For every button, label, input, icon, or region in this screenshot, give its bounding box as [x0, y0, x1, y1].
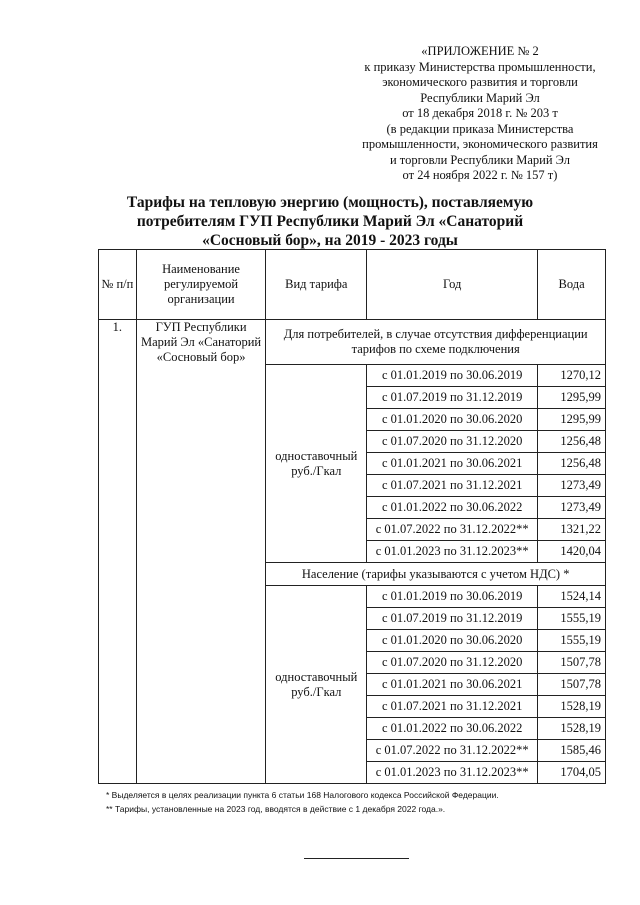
- end-divider: [304, 858, 409, 859]
- header-line: промышленности, экономического развития: [362, 137, 598, 151]
- value-cell: 1295,99: [538, 387, 606, 409]
- period-cell: с 01.01.2022 по 30.06.2022: [367, 497, 538, 519]
- tariff-type: одноставочный руб./Гкал: [266, 586, 367, 784]
- value-cell: 1273,49: [538, 475, 606, 497]
- title-line: «Сосновый бор», на 2019 - 2023 годы: [202, 232, 458, 249]
- period-cell: с 01.07.2019 по 31.12.2019: [367, 387, 538, 409]
- value-cell: 1585,46: [538, 740, 606, 762]
- period-cell: с 01.01.2019 по 30.06.2019: [367, 365, 538, 387]
- header-line: Республики Марий Эл: [420, 90, 540, 105]
- value-cell: 1256,48: [538, 453, 606, 475]
- period-cell: с 01.01.2021 по 30.06.2021: [367, 453, 538, 475]
- row-number: 1.: [99, 320, 137, 784]
- period-cell: с 01.01.2020 по 30.06.2020: [367, 409, 538, 431]
- header-year: Год: [367, 250, 538, 320]
- period-cell: с 01.07.2022 по 31.12.2022**: [367, 519, 538, 541]
- header-number: № п/п: [99, 250, 137, 320]
- value-cell: 1270,12: [538, 365, 606, 387]
- title-line: Тарифы на тепловую энергию (мощность), поставляемую: [126, 194, 534, 211]
- value-cell: 1273,49: [538, 497, 606, 519]
- period-cell: с 01.07.2020 по 31.12.2020: [367, 431, 538, 453]
- tariff-table: [98, 249, 606, 784]
- header-line: к приказу Министерства промышленности,: [364, 59, 596, 74]
- period-cell: с 01.07.2020 по 31.12.2020: [367, 652, 538, 674]
- period-cell: с 01.01.2022 по 30.06.2022: [367, 718, 538, 740]
- value-cell: 1420,04: [538, 541, 606, 563]
- value-cell: 1507,78: [538, 652, 606, 674]
- period-cell: с 01.01.2020 по 30.06.2020: [367, 630, 538, 652]
- period-cell: с 01.01.2019 по 30.06.2019: [367, 586, 538, 608]
- header-line: и торговли Республики Марий Эл: [389, 152, 571, 167]
- section-title: Население (тарифы указываются с учетом НДС) *: [266, 563, 606, 586]
- appendix-header: [350, 44, 610, 184]
- header-organization: Наименование регулируемой организации: [136, 250, 266, 320]
- period-cell: с 01.07.2019 по 31.12.2019: [367, 608, 538, 630]
- value-cell: 1524,14: [538, 586, 606, 608]
- value-cell: 1555,19: [538, 630, 606, 652]
- period-cell: с 01.07.2022 по 31.12.2022**: [367, 740, 538, 762]
- value-cell: 1507,78: [538, 674, 606, 696]
- footnotes: [106, 788, 606, 816]
- header-line: «ПРИЛОЖЕНИЕ № 2: [421, 44, 539, 58]
- organization-name: ГУП Республики Марий Эл «Санаторий «Сосновый бор»: [136, 320, 266, 784]
- period-cell: с 01.07.2021 по 31.12.2021: [367, 696, 538, 718]
- value-cell: 1528,19: [538, 718, 606, 740]
- value-cell: 1704,05: [538, 762, 606, 784]
- table-header-row: [99, 250, 606, 320]
- header-line: экономического развития и торговли: [382, 75, 578, 89]
- value-cell: 1295,99: [538, 409, 606, 431]
- period-cell: с 01.01.2021 по 30.06.2021: [367, 674, 538, 696]
- period-cell: с 01.01.2023 по 31.12.2023**: [367, 541, 538, 563]
- section-row: [99, 320, 606, 365]
- section-title: Для потребителей, в случае отсутствия дифференциации тарифов по схеме подключения: [266, 320, 606, 365]
- footnote: * Выделяется в целях реализации пункта 6 статьи 168 Налогового кодекса Российской Федерации.: [106, 790, 499, 800]
- header-water: Вода: [538, 250, 606, 320]
- period-cell: с 01.01.2023 по 31.12.2023**: [367, 762, 538, 784]
- tariff-type: одноставочный руб./Гкал: [266, 365, 367, 563]
- value-cell: 1321,22: [538, 519, 606, 541]
- header-line: от 24 ноября 2022 г. № 157 т): [402, 168, 558, 182]
- document-title: [120, 193, 540, 250]
- header-tariff-type: Вид тарифа: [266, 250, 367, 320]
- header-line: от 18 декабря 2018 г. № 203 т: [402, 106, 558, 120]
- value-cell: 1256,48: [538, 431, 606, 453]
- footnote: ** Тарифы, установленные на 2023 год, вводятся в действие с 1 декабря 2022 года.».: [106, 804, 446, 814]
- value-cell: 1555,19: [538, 608, 606, 630]
- header-line: (в редакции приказа Министерства: [386, 121, 574, 136]
- period-cell: с 01.07.2021 по 31.12.2021: [367, 475, 538, 497]
- value-cell: 1528,19: [538, 696, 606, 718]
- title-line: потребителям ГУП Республики Марий Эл «Санаторий: [136, 213, 524, 230]
